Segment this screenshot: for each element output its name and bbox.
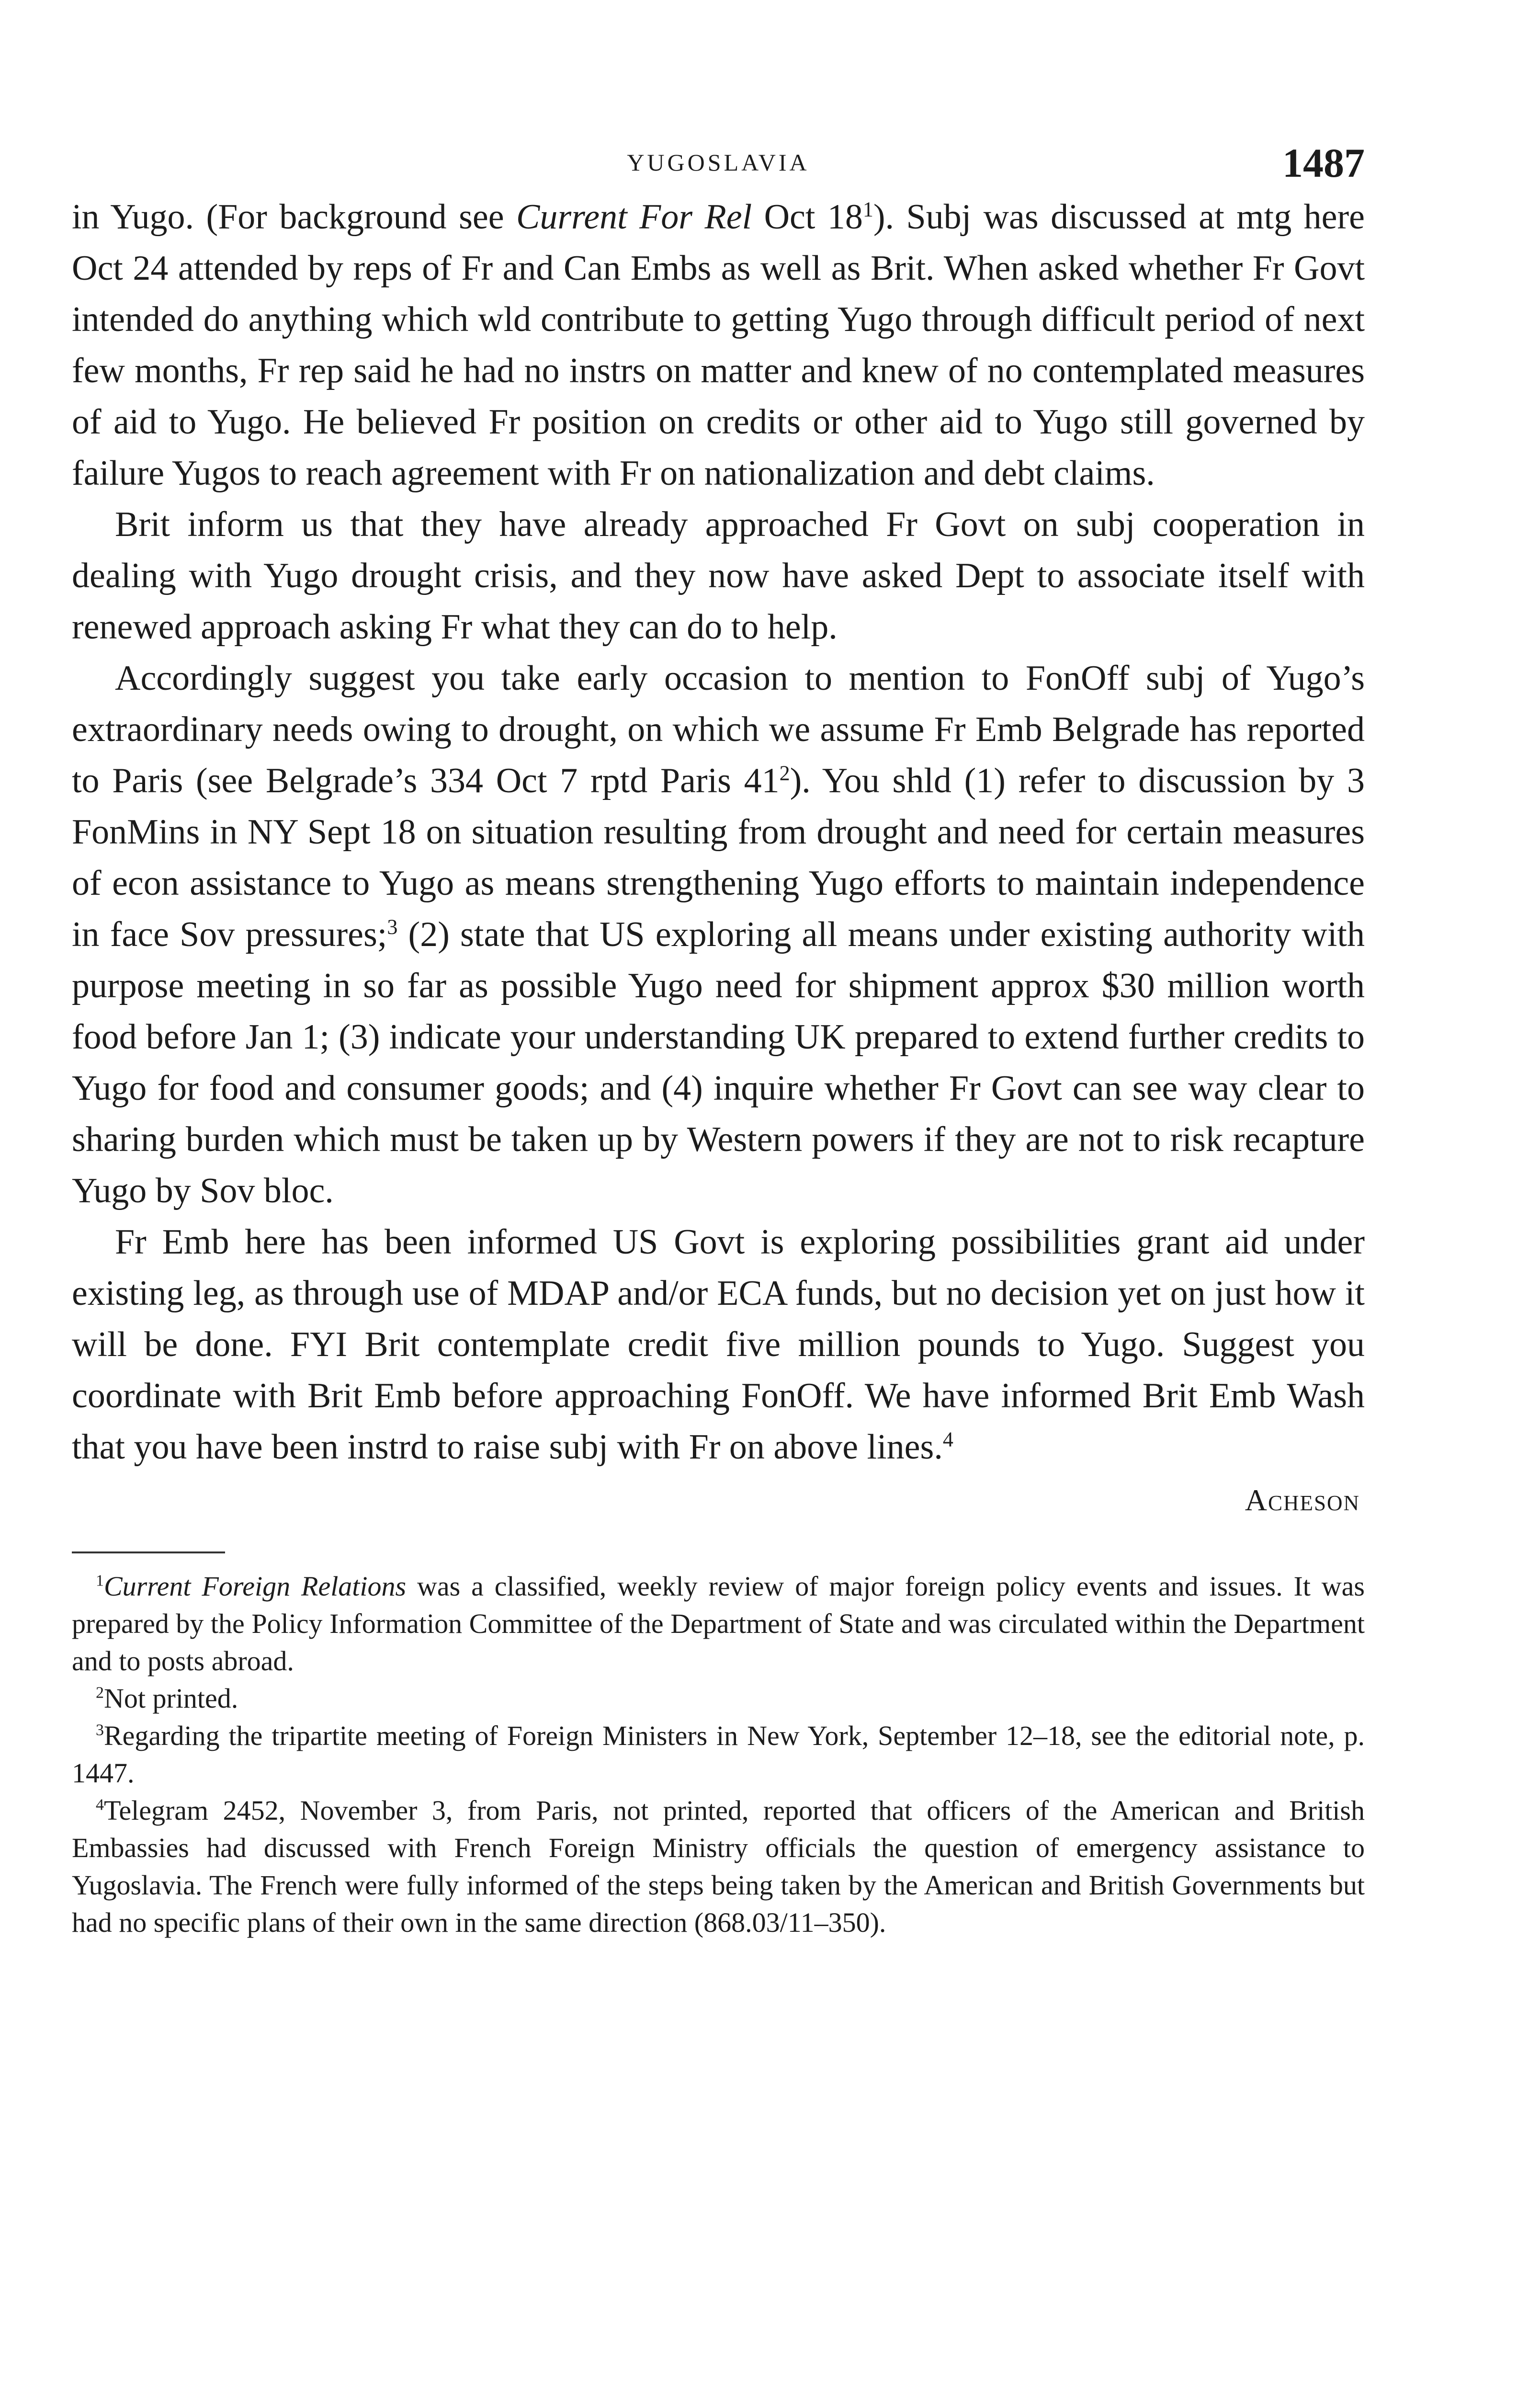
running-head: YUGOSLAVIA bbox=[627, 149, 810, 176]
paragraph-2: Brit inform us that they have already approached Fr Govt on subj cooperation in dealing with Yugo drought crisis, and they now have asked Dept to associate itself with renewed approach asking Fr what they can do to help. bbox=[72, 505, 1365, 647]
paragraph-4: Fr Emb here has been informed US Govt is exploring possibilities grant aid under existing leg, as through use of MDAP and/or ECA funds, but no decision yet on just how it will be done. FYI Brit contemplate credit five million pounds to Yugo. Suggest you coordinate with Brit Emb before approaching FonOff. We have informed Brit Emb Wash that you have been instrd to raise subj with Fr on above lines.$^4$ bbox=[72, 1222, 1365, 1467]
footnotes bbox=[72, 1568, 1365, 1941]
paragraph-1: in Yugo. (For background see Current For Rel Oct $18^1$). Subj was discussed at mtg here Oct 24 attended by reps of Fr and Can Embs as well as Brit. When asked whether Fr Govt intended do anything which wld contribute to getting Yugo through difficult period of next few months, Fr rep said he had no instrs on matter and knew of no contemplated measures of aid to Yugo. He believed Fr position on credits or other aid to Yugo still governed by failure Yugos to reach agreement with Fr on nationalization and debt claims. bbox=[72, 197, 1365, 493]
document-page bbox=[72, 139, 1365, 1941]
footnote-ref-2: 2 bbox=[779, 761, 790, 785]
footnote-3: $^3$Regarding the tripartite meeting of Foreign Ministers in New York, September 12–18, see the editorial note, p. 1447. bbox=[72, 1720, 1365, 1789]
footnote-2: $^2$Not printed. bbox=[96, 1683, 238, 1714]
page-header bbox=[72, 139, 1365, 192]
footnote-ref-1: 1 bbox=[862, 197, 873, 221]
body-text bbox=[72, 192, 1365, 1473]
footnote-ref-4: 4 bbox=[942, 1427, 953, 1451]
paragraph-3: Accordingly suggest you take early occasion to mention to FonOff subj of Yugo’s extraordinary needs owing to drought, on which we assume Fr Emb Belgrade has reported to Paris (see Belgrade’s 334 Oct 7 rptd Paris $41^2$). You shld (1) refer to discussion by 3 FonMins in NY Sept 18 on situation resulting from drought and need for certain measures of econ assistance to Yugo as means strengthening Yugo efforts to maintain independence in face Sov pressures;$^3$ (2) state that US exploring all means under existing authority with purpose meeting in so far as possible Yugo need for shipment approx $30 million worth food before Jan 1; (3) indicate your understanding UK prepared to extend further credits to Yugo for food and consumer goods; and (4) inquire whether Fr Govt can see way clear to sharing burden which must be taken up by Western powers if they are not to risk recapture Yugo by Sov bloc. bbox=[72, 659, 1365, 1210]
italic-citation: Current For Rel bbox=[516, 197, 752, 237]
footnote-1: $^1$Current Foreign Relations was a classified, weekly review of major foreign policy events and issues. It was prepared by the Policy Information Committee of the Department of State and was circulated within the Department and to posts abroad. bbox=[72, 1571, 1365, 1676]
footnote-divider bbox=[72, 1551, 225, 1553]
footnote-4: $^4$Telegram 2452, November 3, from Paris, not printed, reported that officers of the American and British Embassies had discussed with French Foreign Ministry officials the question of emergency assistance to Yugoslavia. The French were fully informed of the steps being taken by the American and British Governments but had no specific plans of their own in the same direction (868.03/11–350). bbox=[72, 1795, 1365, 1938]
footnote-ref-3: 3 bbox=[387, 915, 398, 939]
signature: Acheson bbox=[1245, 1483, 1360, 1517]
page-number: 1487 bbox=[1282, 140, 1365, 186]
